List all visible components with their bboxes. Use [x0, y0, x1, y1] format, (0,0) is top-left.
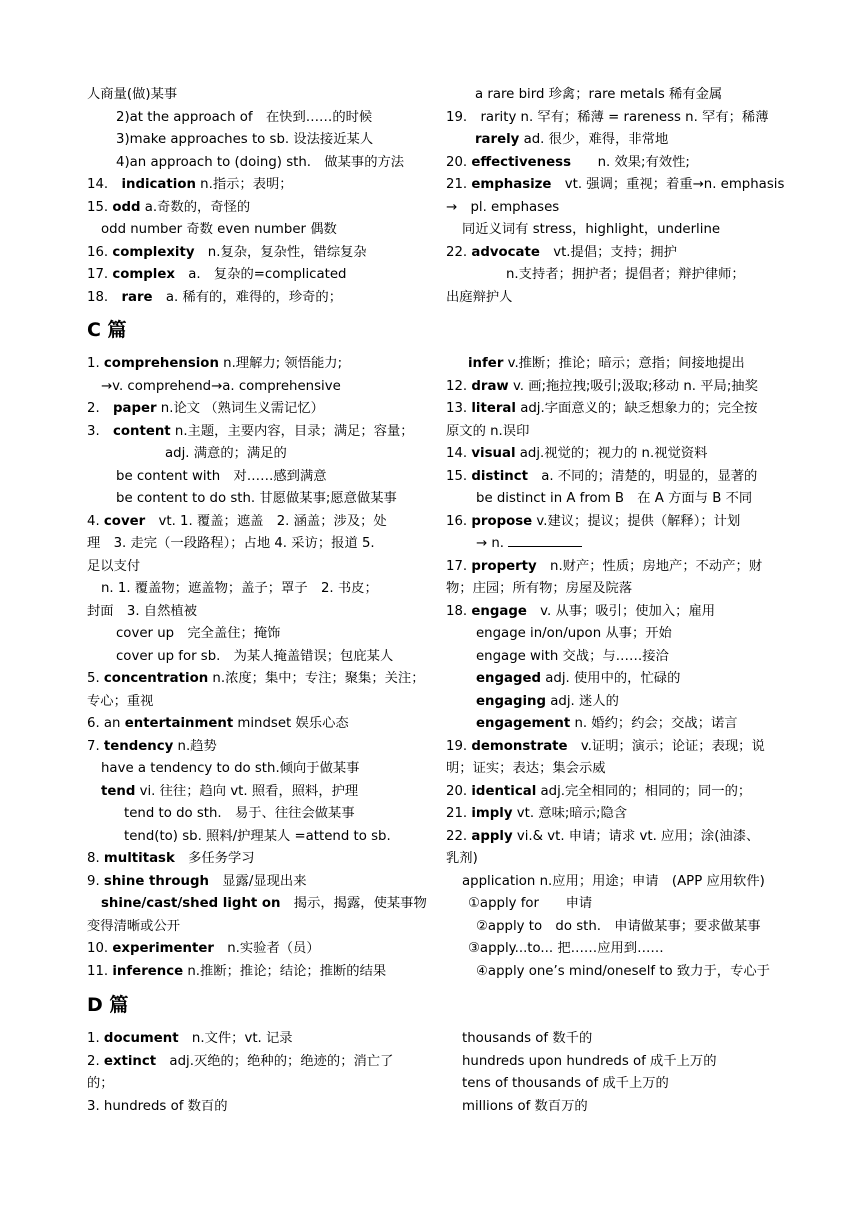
entry-number: 14.	[446, 446, 472, 461]
entry-text: millions of 数百万的	[462, 1098, 588, 1114]
entry-number: 21.	[446, 806, 472, 821]
entry-text: vt. 意味;暗示;隐含	[512, 806, 628, 821]
entry-line	[446, 287, 778, 310]
entry-line	[446, 1096, 778, 1119]
entry-line	[87, 219, 417, 242]
entry-word: indication	[121, 177, 196, 192]
entry-text: adj.灭绝的；绝种的；绝迹的；消亡了	[156, 1053, 394, 1069]
entry-line	[87, 961, 417, 984]
entry-line	[446, 601, 778, 624]
entry-line	[87, 398, 417, 421]
entry-word: extinct	[103, 1053, 157, 1069]
entry-line	[446, 242, 778, 265]
entry-word: literal	[471, 401, 516, 416]
entry-word: entertainment	[124, 716, 234, 731]
entry-word: shine through	[103, 873, 209, 889]
entry-line	[87, 376, 417, 399]
entry-text: n.主题，主要内容，目录；满足；容量；	[170, 423, 414, 439]
entry-number: 5.	[87, 671, 104, 686]
entry-text: be distinct in A from B 在 A 方面与 B 不同	[476, 491, 753, 506]
entry-text: adj. 迷人的	[546, 693, 619, 709]
entry-text: vi.& vt. 申请；请求 vt. 应用；涂(油漆、	[512, 828, 760, 844]
entry-word: engaged	[476, 671, 542, 686]
entry-number: 8.	[87, 851, 104, 866]
entry-number: 17.	[446, 558, 472, 574]
entry-text: application n.应用；用途；申请 (APP 应用软件)	[462, 873, 765, 889]
entry-text: have a tendency to do sth.倾向于做某事	[101, 761, 360, 776]
entry-text: cover up 完全盖住；掩饰	[116, 626, 281, 641]
entry-line	[87, 287, 417, 310]
entry-number: 20.	[446, 154, 472, 170]
entry-line	[446, 758, 778, 781]
entry-line	[446, 219, 778, 242]
entry-number: 7.	[87, 738, 104, 754]
entry-line	[87, 1028, 417, 1051]
entry-text: rarity n. 罕有；稀薄 = rareness n. 罕有；稀薄	[480, 109, 769, 125]
entry-line	[446, 1028, 778, 1051]
entry-line	[446, 781, 778, 804]
entry-text: v. 从事；吸引；使加入；雇用	[526, 603, 716, 619]
entry-text: → pl. emphases	[446, 199, 560, 215]
entry-text: n.理解力; 领悟能力;	[218, 356, 343, 371]
entry-text: 乳剂)	[446, 851, 478, 866]
entry-word: engaging	[476, 693, 547, 709]
entry-text: 专心；重视	[87, 693, 154, 709]
entry-word: comprehension	[103, 356, 219, 371]
entry-text: 原文的 n.误印	[446, 423, 530, 439]
section-c-heading: C 篇	[87, 319, 127, 341]
entry-text: a.奇数的，奇怪的	[140, 199, 251, 215]
entry-text: n. 1. 覆盖物；遮盖物；盖子；罩子 2. 书皮；	[101, 581, 378, 596]
entry-text: ③apply...to... 把……应用到……	[468, 941, 664, 956]
entry-word: experimenter	[112, 941, 214, 956]
entry-line	[87, 871, 417, 894]
entry-line	[87, 197, 417, 220]
section-c-right-column	[446, 353, 778, 983]
entry-text: v. 画;拖拉拽;吸引;汲取;移动 n. 平局;抽奖	[508, 378, 758, 394]
entry-line	[87, 938, 417, 961]
entry-line	[446, 871, 778, 894]
entry-number: 18.	[446, 603, 472, 619]
entry-text: 变得清晰或公开	[87, 918, 181, 934]
entry-text: 3)make approaches to sb. 设法接近某人	[116, 132, 374, 147]
entry-text: n.论文 （熟词生义需记忆）	[156, 401, 324, 416]
entry-text: odd number 奇数 even number 偶数	[101, 222, 337, 237]
entry-line	[87, 1073, 417, 1096]
entry-number: 10.	[87, 941, 113, 956]
entry-text: ②apply to do sth. 申请做某事；要求做某事	[476, 918, 761, 934]
entry-word: rare	[121, 289, 153, 305]
entry-text: 揭示，揭露，使某事物	[280, 896, 427, 911]
entry-line	[87, 578, 417, 601]
entry-word: distinct	[471, 468, 528, 484]
entry-line	[87, 736, 417, 759]
entry-text: tend to do sth. 易于、往往会做某事	[124, 806, 355, 821]
entry-line	[87, 848, 417, 871]
entry-number: 14.	[87, 177, 122, 192]
entry-text: → n.	[476, 536, 509, 551]
entry-line	[446, 803, 778, 826]
entry-text: ad. 很少，难得，非常地	[519, 132, 669, 147]
section-d-right-column	[446, 1028, 778, 1118]
entry-word: infer	[468, 356, 504, 371]
entry-number: 11.	[87, 963, 113, 979]
entry-text: ①apply for 申请	[468, 896, 593, 911]
entry-line	[446, 691, 778, 714]
entry-line	[87, 242, 417, 265]
entry-line	[446, 578, 778, 601]
entry-text: adj. 满意的；满足的	[165, 446, 287, 461]
entry-line	[87, 916, 417, 939]
entry-line	[446, 623, 778, 646]
entry-number: 21.	[446, 177, 472, 192]
entry-line	[87, 668, 425, 691]
entry-line	[446, 826, 778, 849]
entry-word: property	[471, 558, 537, 574]
entry-text: a rare bird 珍禽；rare metals 稀有金属	[475, 87, 723, 102]
entry-word: document	[103, 1031, 179, 1046]
entry-line	[446, 107, 778, 130]
entry-text: 足以支付	[87, 558, 141, 574]
entry-text: tens of thousands of 成千上万的	[462, 1076, 669, 1091]
entry-line	[446, 376, 778, 399]
entry-text: vt. 强调；重视；着重→n. emphasis	[551, 177, 785, 192]
entry-text: n. 婚约；约会；交战；诺言	[570, 716, 738, 731]
entry-line	[446, 264, 778, 287]
entry-line	[446, 421, 778, 444]
entry-text: adj.完全相同的；相同的；同一的；	[536, 783, 752, 799]
entry-number: 6. an	[87, 716, 125, 731]
entry-text: n.指示；表明；	[195, 177, 293, 192]
entry-word: apply	[471, 828, 513, 844]
entry-line	[446, 353, 778, 376]
entry-line	[446, 646, 778, 669]
entry-number: 13.	[446, 401, 472, 416]
entry-text: v.推断；推论；暗示；意指；间接地提出	[503, 356, 745, 371]
entry-line	[87, 84, 417, 107]
entry-word: content	[112, 423, 171, 439]
entry-word: cover	[103, 513, 146, 529]
entry-word: odd	[112, 199, 141, 215]
entry-word: complex	[112, 267, 175, 282]
entry-line	[87, 353, 417, 376]
entry-line	[446, 488, 778, 511]
entry-line	[87, 893, 427, 916]
entry-line	[87, 781, 417, 804]
entry-number: 16.	[446, 513, 472, 529]
entry-word: multitask	[103, 851, 175, 866]
entry-number: 22.	[446, 828, 472, 844]
entry-line	[446, 152, 778, 175]
entry-line	[87, 556, 417, 579]
entry-line	[446, 197, 778, 220]
entry-number: 19.	[446, 738, 472, 754]
entry-line	[87, 1051, 417, 1074]
entry-text: mindset 娱乐心态	[233, 716, 349, 731]
entry-line	[446, 129, 778, 152]
entry-word: imply	[471, 806, 513, 821]
entry-number: 12.	[446, 378, 472, 394]
entry-line	[446, 1073, 778, 1096]
entry-line	[87, 466, 417, 489]
entry-line	[87, 533, 417, 556]
entry-line	[446, 466, 778, 489]
entry-word: concentration	[103, 671, 209, 686]
entry-text: v.证明；演示；论证；表现；说	[567, 738, 765, 754]
entry-word: visual	[471, 446, 516, 461]
entry-line	[446, 938, 778, 961]
entry-line	[446, 511, 778, 534]
entry-word: effectiveness	[471, 154, 571, 170]
entry-word: rarely	[475, 132, 520, 147]
entry-word: tendency	[103, 738, 174, 754]
entry-line	[446, 84, 778, 107]
entry-text: n.支持者；拥护者；提倡者；辩护律师；	[506, 267, 745, 282]
entry-text: 人商量(做)某事	[87, 87, 178, 102]
entry-text: 物；庄园；所有物；房屋及院落	[446, 581, 633, 596]
entry-number: 2.	[87, 401, 113, 416]
entry-text: n.文件；vt. 记录	[178, 1031, 293, 1046]
entry-number: 17.	[87, 267, 113, 282]
top-right-column	[446, 84, 785, 309]
entry-text: cover up for sb. 为某人掩盖错误；包庇某人	[116, 648, 394, 664]
entry-text: n. 效果;有效性;	[570, 154, 690, 170]
entry-line	[446, 556, 778, 579]
entry-text: adj.视觉的；视力的 n.视觉资料	[515, 446, 708, 461]
entry-number: 15.	[87, 199, 113, 215]
entry-text: a. 不同的；清楚的，明显的，显著的	[527, 468, 758, 484]
entry-word: identical	[471, 783, 537, 799]
entry-word: emphasize	[471, 177, 552, 192]
section-d-left-column	[87, 1028, 417, 1118]
entry-text: 出庭辩护人	[446, 289, 513, 305]
entry-text: engage in/on/upon 从事；开始	[476, 626, 672, 641]
entry-number: 22.	[446, 244, 472, 260]
entry-word: complexity	[112, 244, 195, 260]
entry-line	[87, 623, 417, 646]
entry-line	[87, 803, 417, 826]
entry-text: 明；证实；表达；集会示威	[446, 761, 606, 776]
entry-text: 同近义词有 stress，highlight，underline	[462, 222, 721, 237]
entry-text: vt. 1. 覆盖；遮盖 2. 涵盖；涉及；处	[145, 513, 387, 529]
entry-word: paper	[112, 401, 157, 416]
entry-word: shine/cast/shed light on	[101, 896, 281, 911]
entry-line	[446, 961, 778, 984]
entry-text: →v. comprehend→a. comprehensive	[101, 378, 341, 394]
entry-text: a. 稀有的，难得的，珍奇的；	[152, 289, 343, 305]
entry-text: 3. hundreds of 数百的	[87, 1098, 228, 1114]
entry-number: 3.	[87, 423, 113, 439]
entry-line	[87, 488, 417, 511]
entry-line	[87, 758, 417, 781]
entry-text: hundreds upon hundreds of 成千上万的	[462, 1053, 717, 1069]
entry-text: n.财产；性质；房地产；不动产；财	[536, 558, 763, 574]
entry-word: advocate	[471, 244, 540, 260]
entry-text: n.浓度；集中；专注；聚集；关注；	[208, 671, 425, 686]
entry-line	[87, 152, 417, 175]
top-left-column	[87, 84, 417, 309]
entry-line	[446, 848, 778, 871]
entry-line	[446, 174, 785, 197]
entry-line	[87, 713, 417, 736]
entry-line	[87, 174, 417, 197]
entry-number: 15.	[446, 468, 472, 484]
entry-word: draw	[471, 378, 509, 394]
entry-line	[446, 668, 778, 691]
entry-line	[446, 736, 778, 759]
entry-word: inference	[112, 963, 184, 979]
entry-text: n.复杂，复杂性，错综复杂	[194, 244, 367, 260]
entry-text: 的；	[87, 1076, 114, 1091]
entry-number: 16.	[87, 244, 113, 260]
entry-line	[87, 264, 417, 287]
entry-line	[446, 533, 778, 556]
entry-line	[446, 443, 778, 466]
entry-text: vi. 往往；趋向 vt. 照看，照料，护理	[135, 783, 359, 799]
section-d-heading: D 篇	[87, 994, 129, 1016]
entry-text: 显露/显现出来	[208, 873, 307, 889]
entry-number: 1.	[87, 1031, 104, 1046]
entry-line	[87, 511, 417, 534]
entry-text: be content with 对……感到满意	[116, 468, 327, 484]
entry-text: 4)an approach to (doing) sth. 做某事的方法	[116, 154, 405, 170]
entry-word: engage	[471, 603, 527, 619]
entry-text: n.推断；推论；结论；推断的结果	[183, 963, 387, 979]
entry-line	[446, 713, 778, 736]
entry-text: n.趋势	[173, 738, 217, 754]
entry-line	[87, 107, 417, 130]
entry-text: tend(to) sb. 照料/护理某人 =attend to sb.	[124, 828, 391, 844]
entry-text: 2)at the approach of 在快到……的时候	[116, 109, 373, 125]
entry-word: demonstrate	[471, 738, 568, 754]
entry-line	[446, 893, 778, 916]
entry-text: 封面 3. 自然植被	[87, 603, 197, 619]
entry-line	[87, 646, 417, 669]
entry-number: 19.	[446, 109, 481, 125]
entry-line	[87, 601, 417, 624]
entry-line	[446, 916, 778, 939]
entry-number: 9.	[87, 873, 104, 889]
entry-word: propose	[471, 513, 533, 529]
entry-text: a. 复杂的=complicated	[174, 267, 347, 282]
entry-line	[87, 129, 417, 152]
entry-text: v.建议；提议；提供（解释）；计划	[532, 513, 741, 529]
entry-text: be content to do sth. 甘愿做某事;愿意做某事	[116, 491, 397, 506]
entry-line	[87, 691, 417, 714]
section-c-left-column	[87, 353, 427, 983]
entry-text: 理 3. 走完（一段路程）；占地 4. 采访；报道 5.	[87, 536, 375, 551]
entry-text: engage with 交战；与……接洽	[476, 648, 669, 664]
entry-number: 18.	[87, 289, 122, 305]
entry-text: thousands of 数千的	[462, 1031, 593, 1046]
entry-text: adj.字面意义的；缺乏想象力的；完全按	[515, 401, 758, 416]
entry-text: 多任务学习	[174, 851, 255, 866]
entry-line	[87, 826, 417, 849]
entry-text: ④apply one’s mind/oneself to 致力于，专心于	[476, 963, 770, 979]
entry-text: vt.提倡；支持；拥护	[539, 244, 677, 260]
entry-line	[446, 1051, 778, 1074]
entry-line	[87, 443, 417, 466]
entry-text: n.实验者（员）	[213, 941, 320, 956]
entry-text: adj. 使用中的，忙碌的	[541, 671, 681, 686]
fill-in-blank	[508, 534, 582, 547]
entry-line	[87, 1096, 417, 1119]
entry-line	[87, 421, 417, 444]
entry-number: 4.	[87, 513, 104, 529]
entry-word: tend	[101, 783, 136, 799]
entry-word: engagement	[476, 716, 571, 731]
entry-number: 1.	[87, 356, 104, 371]
entry-line	[446, 398, 778, 421]
entry-number: 2.	[87, 1053, 104, 1069]
entry-number: 20.	[446, 783, 472, 799]
